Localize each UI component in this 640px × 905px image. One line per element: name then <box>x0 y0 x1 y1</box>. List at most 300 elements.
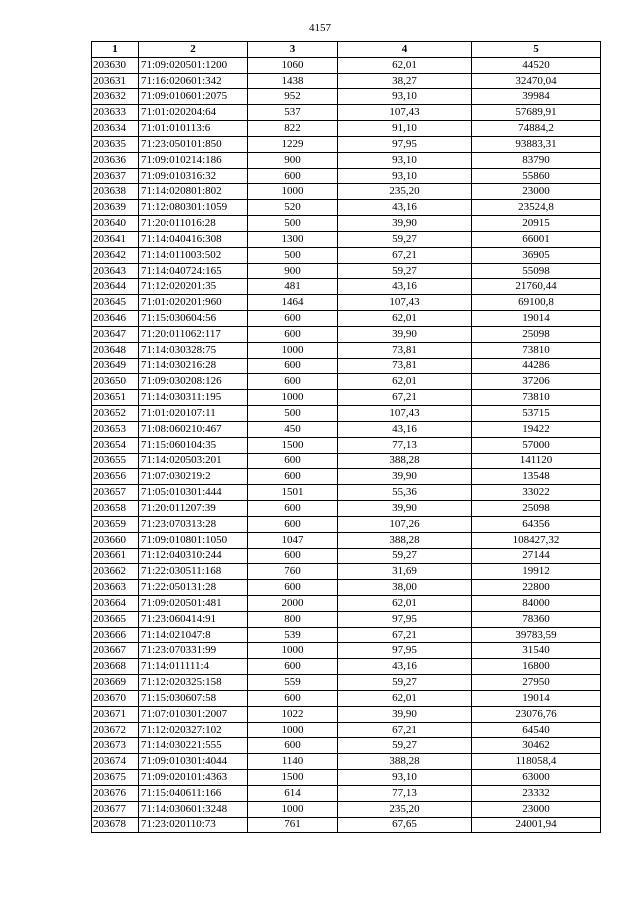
cell-value: 84000 <box>472 595 601 611</box>
cell-cadastral-number: 71:16:020601:342 <box>139 73 248 89</box>
cell-row-id: 203655 <box>92 453 139 469</box>
cell-area: 1000 <box>248 184 338 200</box>
table-row <box>92 121 601 137</box>
cell-cadastral-number: 71:09:010801:1050 <box>139 532 248 548</box>
table-row <box>92 326 601 342</box>
cell-rate: 59,27 <box>338 231 472 247</box>
page-number: 4157 <box>309 22 331 34</box>
cell-cadastral-number: 71:09:020501:481 <box>139 595 248 611</box>
cell-area: 1000 <box>248 643 338 659</box>
cell-cadastral-number: 71:23:070331:99 <box>139 643 248 659</box>
cell-row-id: 203667 <box>92 643 139 659</box>
cell-value: 27950 <box>472 675 601 691</box>
cell-rate: 67,65 <box>338 817 472 833</box>
cell-value: 19422 <box>472 421 601 437</box>
cell-cadastral-number: 71:12:020201:35 <box>139 279 248 295</box>
cell-cadastral-number: 71:15:040611:166 <box>139 785 248 801</box>
cell-rate: 39,90 <box>338 706 472 722</box>
column-header: 3 <box>248 42 338 58</box>
cell-value: 69100,8 <box>472 295 601 311</box>
cell-row-id: 203658 <box>92 501 139 517</box>
cell-row-id: 203673 <box>92 738 139 754</box>
cell-rate: 97,95 <box>338 611 472 627</box>
cell-area: 600 <box>248 690 338 706</box>
cell-rate: 77,13 <box>338 437 472 453</box>
data-table <box>91 41 601 833</box>
cell-area: 600 <box>248 311 338 327</box>
cell-value: 83790 <box>472 152 601 168</box>
table-row <box>92 469 601 485</box>
cell-rate: 77,13 <box>338 785 472 801</box>
cell-area: 760 <box>248 564 338 580</box>
cell-value: 27144 <box>472 548 601 564</box>
table-row <box>92 659 601 675</box>
cell-value: 73810 <box>472 342 601 358</box>
cell-row-id: 203657 <box>92 485 139 501</box>
cell-area: 600 <box>248 501 338 517</box>
cell-row-id: 203677 <box>92 801 139 817</box>
cell-value: 141120 <box>472 453 601 469</box>
cell-area: 450 <box>248 421 338 437</box>
table-row <box>92 57 601 73</box>
cell-cadastral-number: 71:22:050131:28 <box>139 580 248 596</box>
cell-cadastral-number: 71:09:010301:4044 <box>139 754 248 770</box>
cell-rate: 107,43 <box>338 295 472 311</box>
cell-row-id: 203653 <box>92 421 139 437</box>
cell-value: 55860 <box>472 168 601 184</box>
cell-cadastral-number: 71:14:020801:802 <box>139 184 248 200</box>
cell-area: 600 <box>248 516 338 532</box>
cell-rate: 93,10 <box>338 168 472 184</box>
cell-rate: 39,90 <box>338 216 472 232</box>
table-row <box>92 564 601 580</box>
cell-rate: 67,21 <box>338 247 472 263</box>
cell-row-id: 203637 <box>92 168 139 184</box>
cell-value: 25098 <box>472 326 601 342</box>
cell-value: 78360 <box>472 611 601 627</box>
table-row <box>92 295 601 311</box>
cell-cadastral-number: 71:09:030208:126 <box>139 374 248 390</box>
column-header: 1 <box>92 42 139 58</box>
cell-area: 537 <box>248 105 338 121</box>
table-row <box>92 611 601 627</box>
cell-cadastral-number: 71:12:080301:1059 <box>139 200 248 216</box>
table-row <box>92 263 601 279</box>
cell-rate: 62,01 <box>338 690 472 706</box>
cell-rate: 93,10 <box>338 89 472 105</box>
cell-rate: 388,28 <box>338 532 472 548</box>
cell-value: 33022 <box>472 485 601 501</box>
cell-row-id: 203644 <box>92 279 139 295</box>
table-row <box>92 358 601 374</box>
cell-row-id: 203640 <box>92 216 139 232</box>
table-row <box>92 706 601 722</box>
cell-rate: 43,16 <box>338 279 472 295</box>
cell-cadastral-number: 71:14:011003:502 <box>139 247 248 263</box>
cell-area: 481 <box>248 279 338 295</box>
cell-rate: 97,95 <box>338 643 472 659</box>
cell-row-id: 203675 <box>92 770 139 786</box>
cell-row-id: 203662 <box>92 564 139 580</box>
table-row <box>92 548 601 564</box>
table-row <box>92 152 601 168</box>
cell-cadastral-number: 71:23:050101:850 <box>139 136 248 152</box>
cell-row-id: 203641 <box>92 231 139 247</box>
table-row <box>92 421 601 437</box>
cell-cadastral-number: 71:15:030604:56 <box>139 311 248 327</box>
cell-cadastral-number: 71:15:030607:58 <box>139 690 248 706</box>
table-row <box>92 754 601 770</box>
cell-area: 2000 <box>248 595 338 611</box>
table-row <box>92 247 601 263</box>
cell-value: 57689,91 <box>472 105 601 121</box>
cell-row-id: 203656 <box>92 469 139 485</box>
cell-value: 25098 <box>472 501 601 517</box>
cell-area: 1500 <box>248 770 338 786</box>
cell-area: 600 <box>248 659 338 675</box>
cell-row-id: 203634 <box>92 121 139 137</box>
cell-area: 900 <box>248 152 338 168</box>
cell-area: 952 <box>248 89 338 105</box>
cell-value: 44286 <box>472 358 601 374</box>
cell-rate: 43,16 <box>338 200 472 216</box>
table-row <box>92 184 601 200</box>
cell-value: 39984 <box>472 89 601 105</box>
table-row <box>92 374 601 390</box>
table-row <box>92 785 601 801</box>
cell-area: 1047 <box>248 532 338 548</box>
cell-cadastral-number: 71:14:040416:308 <box>139 231 248 247</box>
table-row <box>92 73 601 89</box>
cell-cadastral-number: 71:01:010113:6 <box>139 121 248 137</box>
cell-row-id: 203668 <box>92 659 139 675</box>
cell-rate: 235,20 <box>338 801 472 817</box>
cell-cadastral-number: 71:14:040724:165 <box>139 263 248 279</box>
cell-area: 822 <box>248 121 338 137</box>
cell-value: 93883,31 <box>472 136 601 152</box>
cell-rate: 38,00 <box>338 580 472 596</box>
cell-cadastral-number: 71:07:010301:2007 <box>139 706 248 722</box>
cell-value: 74884,2 <box>472 121 601 137</box>
cell-row-id: 203678 <box>92 817 139 833</box>
cell-rate: 62,01 <box>338 57 472 73</box>
table-row <box>92 216 601 232</box>
table-row <box>92 406 601 422</box>
cell-area: 559 <box>248 675 338 691</box>
cell-value: 23000 <box>472 184 601 200</box>
cell-rate: 39,90 <box>338 326 472 342</box>
cell-rate: 107,26 <box>338 516 472 532</box>
cell-cadastral-number: 71:15:060104:35 <box>139 437 248 453</box>
table-row <box>92 200 601 216</box>
cell-rate: 67,21 <box>338 627 472 643</box>
cell-row-id: 203652 <box>92 406 139 422</box>
cell-area: 600 <box>248 738 338 754</box>
cell-cadastral-number: 71:22:030511:168 <box>139 564 248 580</box>
cell-cadastral-number: 71:14:020503:201 <box>139 453 248 469</box>
cell-rate: 388,28 <box>338 453 472 469</box>
cell-row-id: 203674 <box>92 754 139 770</box>
cell-value: 22800 <box>472 580 601 596</box>
cell-row-id: 203664 <box>92 595 139 611</box>
cell-row-id: 203645 <box>92 295 139 311</box>
table-body <box>92 57 601 833</box>
cell-value: 44520 <box>472 57 601 73</box>
cell-rate: 59,27 <box>338 548 472 564</box>
table-row <box>92 437 601 453</box>
column-header: 4 <box>338 42 472 58</box>
cell-value: 36905 <box>472 247 601 263</box>
cell-rate: 107,43 <box>338 105 472 121</box>
cell-rate: 91,10 <box>338 121 472 137</box>
table-row <box>92 595 601 611</box>
cell-area: 761 <box>248 817 338 833</box>
cell-cadastral-number: 71:05:010301:444 <box>139 485 248 501</box>
cell-value: 23000 <box>472 801 601 817</box>
cell-cadastral-number: 71:23:020110:73 <box>139 817 248 833</box>
table-row <box>92 168 601 184</box>
cell-row-id: 203648 <box>92 342 139 358</box>
cell-area: 600 <box>248 358 338 374</box>
cell-area: 500 <box>248 406 338 422</box>
cell-area: 1140 <box>248 754 338 770</box>
cell-row-id: 203672 <box>92 722 139 738</box>
cell-cadastral-number: 71:23:060414:91 <box>139 611 248 627</box>
cell-area: 1500 <box>248 437 338 453</box>
cell-value: 66001 <box>472 231 601 247</box>
cell-value: 30462 <box>472 738 601 754</box>
cell-area: 1060 <box>248 57 338 73</box>
cell-rate: 73,81 <box>338 358 472 374</box>
cell-cadastral-number: 71:12:020327:102 <box>139 722 248 738</box>
table-row <box>92 279 601 295</box>
table-row <box>92 801 601 817</box>
cell-row-id: 203660 <box>92 532 139 548</box>
cell-value: 23524,8 <box>472 200 601 216</box>
cell-area: 1000 <box>248 390 338 406</box>
cell-row-id: 203663 <box>92 580 139 596</box>
cell-rate: 39,90 <box>338 469 472 485</box>
column-header: 2 <box>139 42 248 58</box>
cell-row-id: 203638 <box>92 184 139 200</box>
cell-row-id: 203630 <box>92 57 139 73</box>
cell-row-id: 203670 <box>92 690 139 706</box>
cell-cadastral-number: 71:07:030219:2 <box>139 469 248 485</box>
cell-row-id: 203631 <box>92 73 139 89</box>
cell-row-id: 203654 <box>92 437 139 453</box>
cell-row-id: 203643 <box>92 263 139 279</box>
cell-row-id: 203632 <box>92 89 139 105</box>
table-row <box>92 342 601 358</box>
cell-value: 21760,44 <box>472 279 601 295</box>
cell-row-id: 203671 <box>92 706 139 722</box>
cell-value: 63000 <box>472 770 601 786</box>
cell-rate: 31,69 <box>338 564 472 580</box>
cell-cadastral-number: 71:14:011111:4 <box>139 659 248 675</box>
table-row <box>92 675 601 691</box>
cell-row-id: 203646 <box>92 311 139 327</box>
table-row <box>92 580 601 596</box>
cell-cadastral-number: 71:09:010316:32 <box>139 168 248 184</box>
cell-cadastral-number: 71:08:060210:467 <box>139 421 248 437</box>
cell-row-id: 203669 <box>92 675 139 691</box>
cell-area: 800 <box>248 611 338 627</box>
cell-cadastral-number: 71:20:011016:28 <box>139 216 248 232</box>
cell-rate: 97,95 <box>338 136 472 152</box>
cell-area: 600 <box>248 453 338 469</box>
cell-cadastral-number: 71:14:030601:3248 <box>139 801 248 817</box>
cell-rate: 62,01 <box>338 374 472 390</box>
cell-area: 614 <box>248 785 338 801</box>
cell-value: 73810 <box>472 390 601 406</box>
cell-area: 500 <box>248 247 338 263</box>
cell-rate: 388,28 <box>338 754 472 770</box>
cell-value: 13548 <box>472 469 601 485</box>
table-row <box>92 817 601 833</box>
cell-row-id: 203666 <box>92 627 139 643</box>
cell-rate: 62,01 <box>338 595 472 611</box>
cell-row-id: 203642 <box>92 247 139 263</box>
cell-area: 600 <box>248 469 338 485</box>
cell-rate: 235,20 <box>338 184 472 200</box>
table-header-row <box>92 42 601 58</box>
cell-rate: 67,21 <box>338 722 472 738</box>
cell-area: 900 <box>248 263 338 279</box>
cell-cadastral-number: 71:14:021047:8 <box>139 627 248 643</box>
cell-area: 600 <box>248 548 338 564</box>
cell-area: 1229 <box>248 136 338 152</box>
cell-area: 1464 <box>248 295 338 311</box>
cell-area: 600 <box>248 374 338 390</box>
cell-rate: 39,90 <box>338 501 472 517</box>
cell-value: 19014 <box>472 690 601 706</box>
cell-rate: 38,27 <box>338 73 472 89</box>
cell-row-id: 203636 <box>92 152 139 168</box>
cell-value: 64356 <box>472 516 601 532</box>
cell-row-id: 203676 <box>92 785 139 801</box>
cell-value: 37206 <box>472 374 601 390</box>
cell-cadastral-number: 71:12:040310:244 <box>139 548 248 564</box>
cell-value: 20915 <box>472 216 601 232</box>
cell-value: 64540 <box>472 722 601 738</box>
cell-value: 57000 <box>472 437 601 453</box>
table-row <box>92 627 601 643</box>
cell-row-id: 203639 <box>92 200 139 216</box>
cell-row-id: 203649 <box>92 358 139 374</box>
cell-rate: 43,16 <box>338 421 472 437</box>
cell-cadastral-number: 71:09:010214:186 <box>139 152 248 168</box>
cell-value: 23332 <box>472 785 601 801</box>
cell-area: 1000 <box>248 801 338 817</box>
cell-area: 500 <box>248 216 338 232</box>
cell-row-id: 203659 <box>92 516 139 532</box>
cell-row-id: 203647 <box>92 326 139 342</box>
cell-area: 1300 <box>248 231 338 247</box>
cell-rate: 59,27 <box>338 675 472 691</box>
cell-area: 520 <box>248 200 338 216</box>
cell-cadastral-number: 71:14:030221:555 <box>139 738 248 754</box>
table-row <box>92 501 601 517</box>
cell-rate: 43,16 <box>338 659 472 675</box>
table-row <box>92 722 601 738</box>
cell-cadastral-number: 71:01:020107:11 <box>139 406 248 422</box>
cell-value: 32470,04 <box>472 73 601 89</box>
cell-area: 539 <box>248 627 338 643</box>
cell-row-id: 203633 <box>92 105 139 121</box>
cell-rate: 73,81 <box>338 342 472 358</box>
table-row <box>92 485 601 501</box>
cell-value: 24001,94 <box>472 817 601 833</box>
cell-value: 19912 <box>472 564 601 580</box>
cell-rate: 55,36 <box>338 485 472 501</box>
cell-rate: 59,27 <box>338 263 472 279</box>
table-row <box>92 770 601 786</box>
cell-rate: 59,27 <box>338 738 472 754</box>
cell-rate: 62,01 <box>338 311 472 327</box>
table-row <box>92 390 601 406</box>
cell-area: 1022 <box>248 706 338 722</box>
cell-rate: 67,21 <box>338 390 472 406</box>
cell-row-id: 203651 <box>92 390 139 406</box>
cell-value: 23076,76 <box>472 706 601 722</box>
cell-value: 19014 <box>472 311 601 327</box>
cell-cadastral-number: 71:14:030216:28 <box>139 358 248 374</box>
cell-row-id: 203661 <box>92 548 139 564</box>
cell-value: 31540 <box>472 643 601 659</box>
cell-value: 108427,32 <box>472 532 601 548</box>
cell-cadastral-number: 71:14:030311:195 <box>139 390 248 406</box>
cell-area: 600 <box>248 580 338 596</box>
cell-area: 1000 <box>248 342 338 358</box>
cell-rate: 93,10 <box>338 152 472 168</box>
cell-value: 39783,59 <box>472 627 601 643</box>
cell-value: 53715 <box>472 406 601 422</box>
cell-area: 1438 <box>248 73 338 89</box>
cell-cadastral-number: 71:14:030328:75 <box>139 342 248 358</box>
cell-cadastral-number: 71:20:011062:117 <box>139 326 248 342</box>
table-row <box>92 738 601 754</box>
cell-cadastral-number: 71:09:020101:4363 <box>139 770 248 786</box>
table-row <box>92 532 601 548</box>
cell-cadastral-number: 71:01:020201:960 <box>139 295 248 311</box>
cell-area: 600 <box>248 168 338 184</box>
cell-row-id: 203635 <box>92 136 139 152</box>
table-row <box>92 643 601 659</box>
cell-rate: 93,10 <box>338 770 472 786</box>
cell-area: 600 <box>248 326 338 342</box>
cell-area: 1501 <box>248 485 338 501</box>
table-row <box>92 311 601 327</box>
cell-cadastral-number: 71:23:070313:28 <box>139 516 248 532</box>
table-row <box>92 690 601 706</box>
cell-cadastral-number: 71:20:011207:39 <box>139 501 248 517</box>
table-row <box>92 136 601 152</box>
cell-cadastral-number: 71:12:020325:158 <box>139 675 248 691</box>
column-header: 5 <box>472 42 601 58</box>
cell-value: 118058,4 <box>472 754 601 770</box>
cell-row-id: 203665 <box>92 611 139 627</box>
cell-row-id: 203650 <box>92 374 139 390</box>
table-row <box>92 231 601 247</box>
cell-rate: 107,43 <box>338 406 472 422</box>
table-row <box>92 516 601 532</box>
cell-area: 1000 <box>248 722 338 738</box>
cell-value: 16800 <box>472 659 601 675</box>
table-row <box>92 105 601 121</box>
cell-cadastral-number: 71:01:020204:64 <box>139 105 248 121</box>
cell-cadastral-number: 71:09:010601:2075 <box>139 89 248 105</box>
table-row <box>92 89 601 105</box>
